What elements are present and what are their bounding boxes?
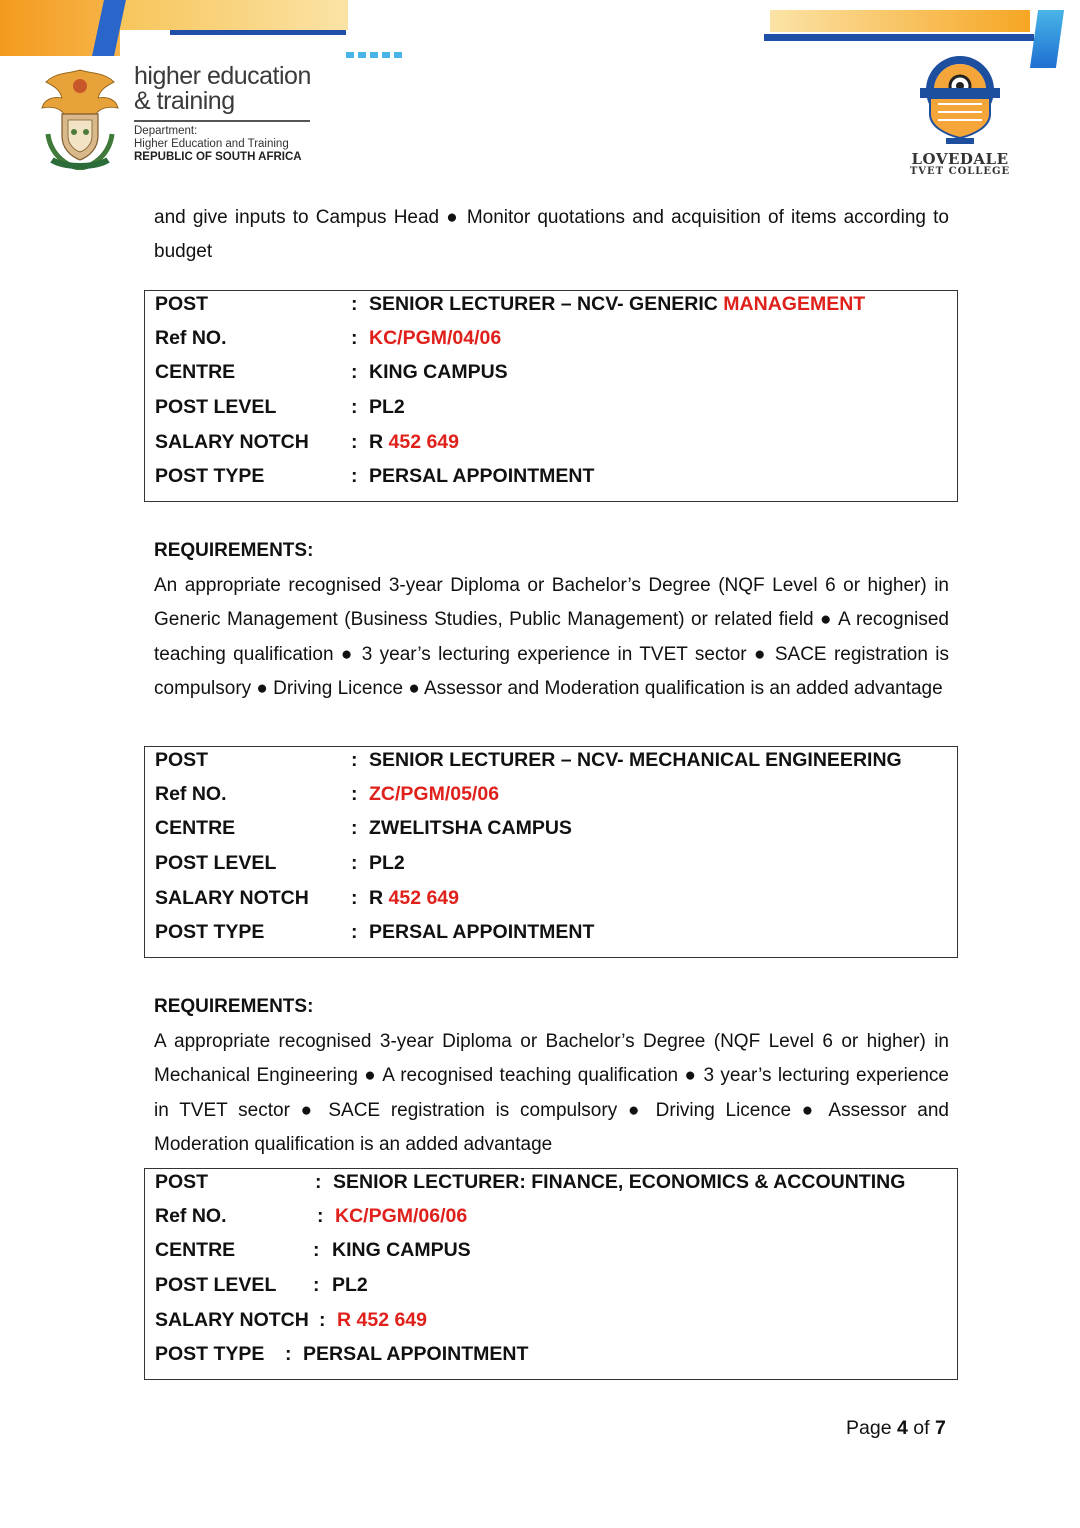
salary-prefix: R xyxy=(369,887,389,909)
department-sub-line3: REPUBLIC OF SOUTH AFRICA xyxy=(134,151,302,163)
centre-label: CENTRE xyxy=(155,1239,236,1261)
colon: : xyxy=(319,1309,326,1331)
ref-label: Ref NO. xyxy=(155,783,227,805)
requirements-text-1: An appropriate recognised 3-year Diploma or Bachelor’s Degree (NQF Level 6 or higher) in Generic Management (Business Studies, Public Management) or related field ● A recognised teaching qualification ● 3 year’s lecturing experience in TVET sector ● SACE registration is compulsory ● Driving Licence ● Assessor and Moderation qualification is an added advantage xyxy=(154,575,949,699)
post-value-highlight: MANAGEMENT xyxy=(723,293,866,315)
post-type-label: POST TYPE xyxy=(155,465,265,487)
ref-value: KC/PGM/04/06 xyxy=(369,327,502,349)
salary-amount: 452 649 xyxy=(388,431,459,453)
college-subtitle: TVET COLLEGE xyxy=(909,166,1011,177)
colon: : xyxy=(351,465,358,487)
banner-right-yellow xyxy=(770,10,1030,32)
colon: : xyxy=(351,852,358,874)
intro-paragraph: and give inputs to Campus Head ● Monitor quotations and acquisition of items according to budget xyxy=(154,207,949,263)
department-sub-line2: Higher Education and Training xyxy=(134,138,289,150)
centre-label: CENTRE xyxy=(155,817,236,839)
post-value: SENIOR LECTURER: FINANCE, ECONOMICS & ACCOUNTING xyxy=(333,1171,906,1193)
post-details-box-3 xyxy=(144,1168,958,1380)
banner-right-blue-line xyxy=(764,34,1034,41)
post-type-value: PERSAL APPOINTMENT xyxy=(369,465,595,487)
post-level-value: PL2 xyxy=(369,396,405,418)
post-type-label: POST TYPE xyxy=(155,1343,265,1365)
requirements-text-2: A appropriate recognised 3-year Diploma or Bachelor’s Degree (NQF Level 6 or higher) in Mechanical Engineering ● A recognised teaching qualification ● 3 year’s lecturing experience in TVET sector ● SACE registration is compulsory ● Driving Licence ● Assessor and Moderation qualification is an added advantage xyxy=(154,1031,949,1155)
post-type-value: PERSAL APPOINTMENT xyxy=(369,921,595,943)
page-current: 4 xyxy=(896,1417,908,1439)
page-header xyxy=(0,0,1080,190)
colon: : xyxy=(351,396,358,418)
salary-value xyxy=(369,887,459,910)
colon: : xyxy=(315,1171,322,1193)
post-label: POST xyxy=(155,1171,209,1193)
ref-label: Ref NO. xyxy=(155,1205,227,1227)
salary-prefix: R xyxy=(369,431,389,453)
banner-left-yellow xyxy=(118,0,348,30)
department-divider xyxy=(134,120,310,122)
colon: : xyxy=(351,749,358,771)
intro-paragraph-block xyxy=(154,201,949,270)
centre-value: KING CAMPUS xyxy=(332,1239,471,1261)
salary-value: R 452 649 xyxy=(337,1309,427,1331)
post-level-label: POST LEVEL xyxy=(155,852,277,874)
colon: : xyxy=(351,327,358,349)
colon: : xyxy=(285,1343,292,1365)
post-level-label: POST LEVEL xyxy=(155,396,277,418)
post-details-box-1 xyxy=(144,290,958,502)
banner-right-sky xyxy=(1030,10,1064,68)
post-level-label: POST LEVEL xyxy=(155,1274,277,1296)
department-title-line1: higher education xyxy=(134,62,311,90)
colon: : xyxy=(351,783,358,805)
post-type-value: PERSAL APPOINTMENT xyxy=(303,1343,529,1365)
department-logo-block xyxy=(38,60,338,180)
page-number xyxy=(846,1417,946,1440)
department-title-line2: & training xyxy=(134,87,235,115)
salary-value xyxy=(369,431,459,454)
salary-label: SALARY NOTCH xyxy=(155,1309,309,1331)
post-value xyxy=(369,293,865,316)
colon: : xyxy=(351,921,358,943)
post-level-value: PL2 xyxy=(332,1274,368,1296)
salary-amount: 452 649 xyxy=(388,887,459,909)
department-sub-line1: Department: xyxy=(134,125,198,137)
banner-left-dots xyxy=(346,52,402,58)
college-logo-block xyxy=(900,52,1020,182)
colon: : xyxy=(317,1205,324,1227)
ref-value: ZC/PGM/05/06 xyxy=(369,783,500,805)
colon: : xyxy=(313,1274,320,1296)
centre-value: KING CAMPUS xyxy=(369,361,508,383)
colon: : xyxy=(351,817,358,839)
colon: : xyxy=(351,293,358,315)
coat-of-arms-icon xyxy=(38,64,122,170)
page-of: of xyxy=(907,1417,935,1439)
page-total: 7 xyxy=(934,1417,946,1439)
colon: : xyxy=(351,431,358,453)
post-value: SENIOR LECTURER – NCV- MECHANICAL ENGINEERING xyxy=(369,749,902,771)
banner-left-blue-line xyxy=(170,30,346,35)
requirements-heading-2: REQUIREMENTS: xyxy=(154,996,314,1017)
requirements-heading-1: REQUIREMENTS: xyxy=(154,540,314,561)
colon: : xyxy=(313,1239,320,1261)
colon: : xyxy=(351,361,358,383)
page-word: Page xyxy=(846,1417,897,1439)
post-level-value: PL2 xyxy=(369,852,405,874)
post-details-box-2 xyxy=(144,746,958,958)
post-label: POST xyxy=(155,293,209,315)
lovedale-college-logo-icon xyxy=(908,52,1012,150)
salary-label: SALARY NOTCH xyxy=(155,431,309,453)
post-value-plain: SENIOR LECTURER – NCV- GENERIC xyxy=(369,293,724,315)
ref-value: KC/PGM/06/06 xyxy=(335,1205,468,1227)
centre-label: CENTRE xyxy=(155,361,236,383)
salary-label: SALARY NOTCH xyxy=(155,887,309,909)
college-name: LOVEDALE xyxy=(911,150,1009,168)
post-label: POST xyxy=(155,749,209,771)
centre-value: ZWELITSHA CAMPUS xyxy=(369,817,572,839)
colon: : xyxy=(351,887,358,909)
department-title xyxy=(134,64,311,114)
post-type-label: POST TYPE xyxy=(155,921,265,943)
ref-label: Ref NO. xyxy=(155,327,227,349)
department-subtitle xyxy=(134,125,302,164)
